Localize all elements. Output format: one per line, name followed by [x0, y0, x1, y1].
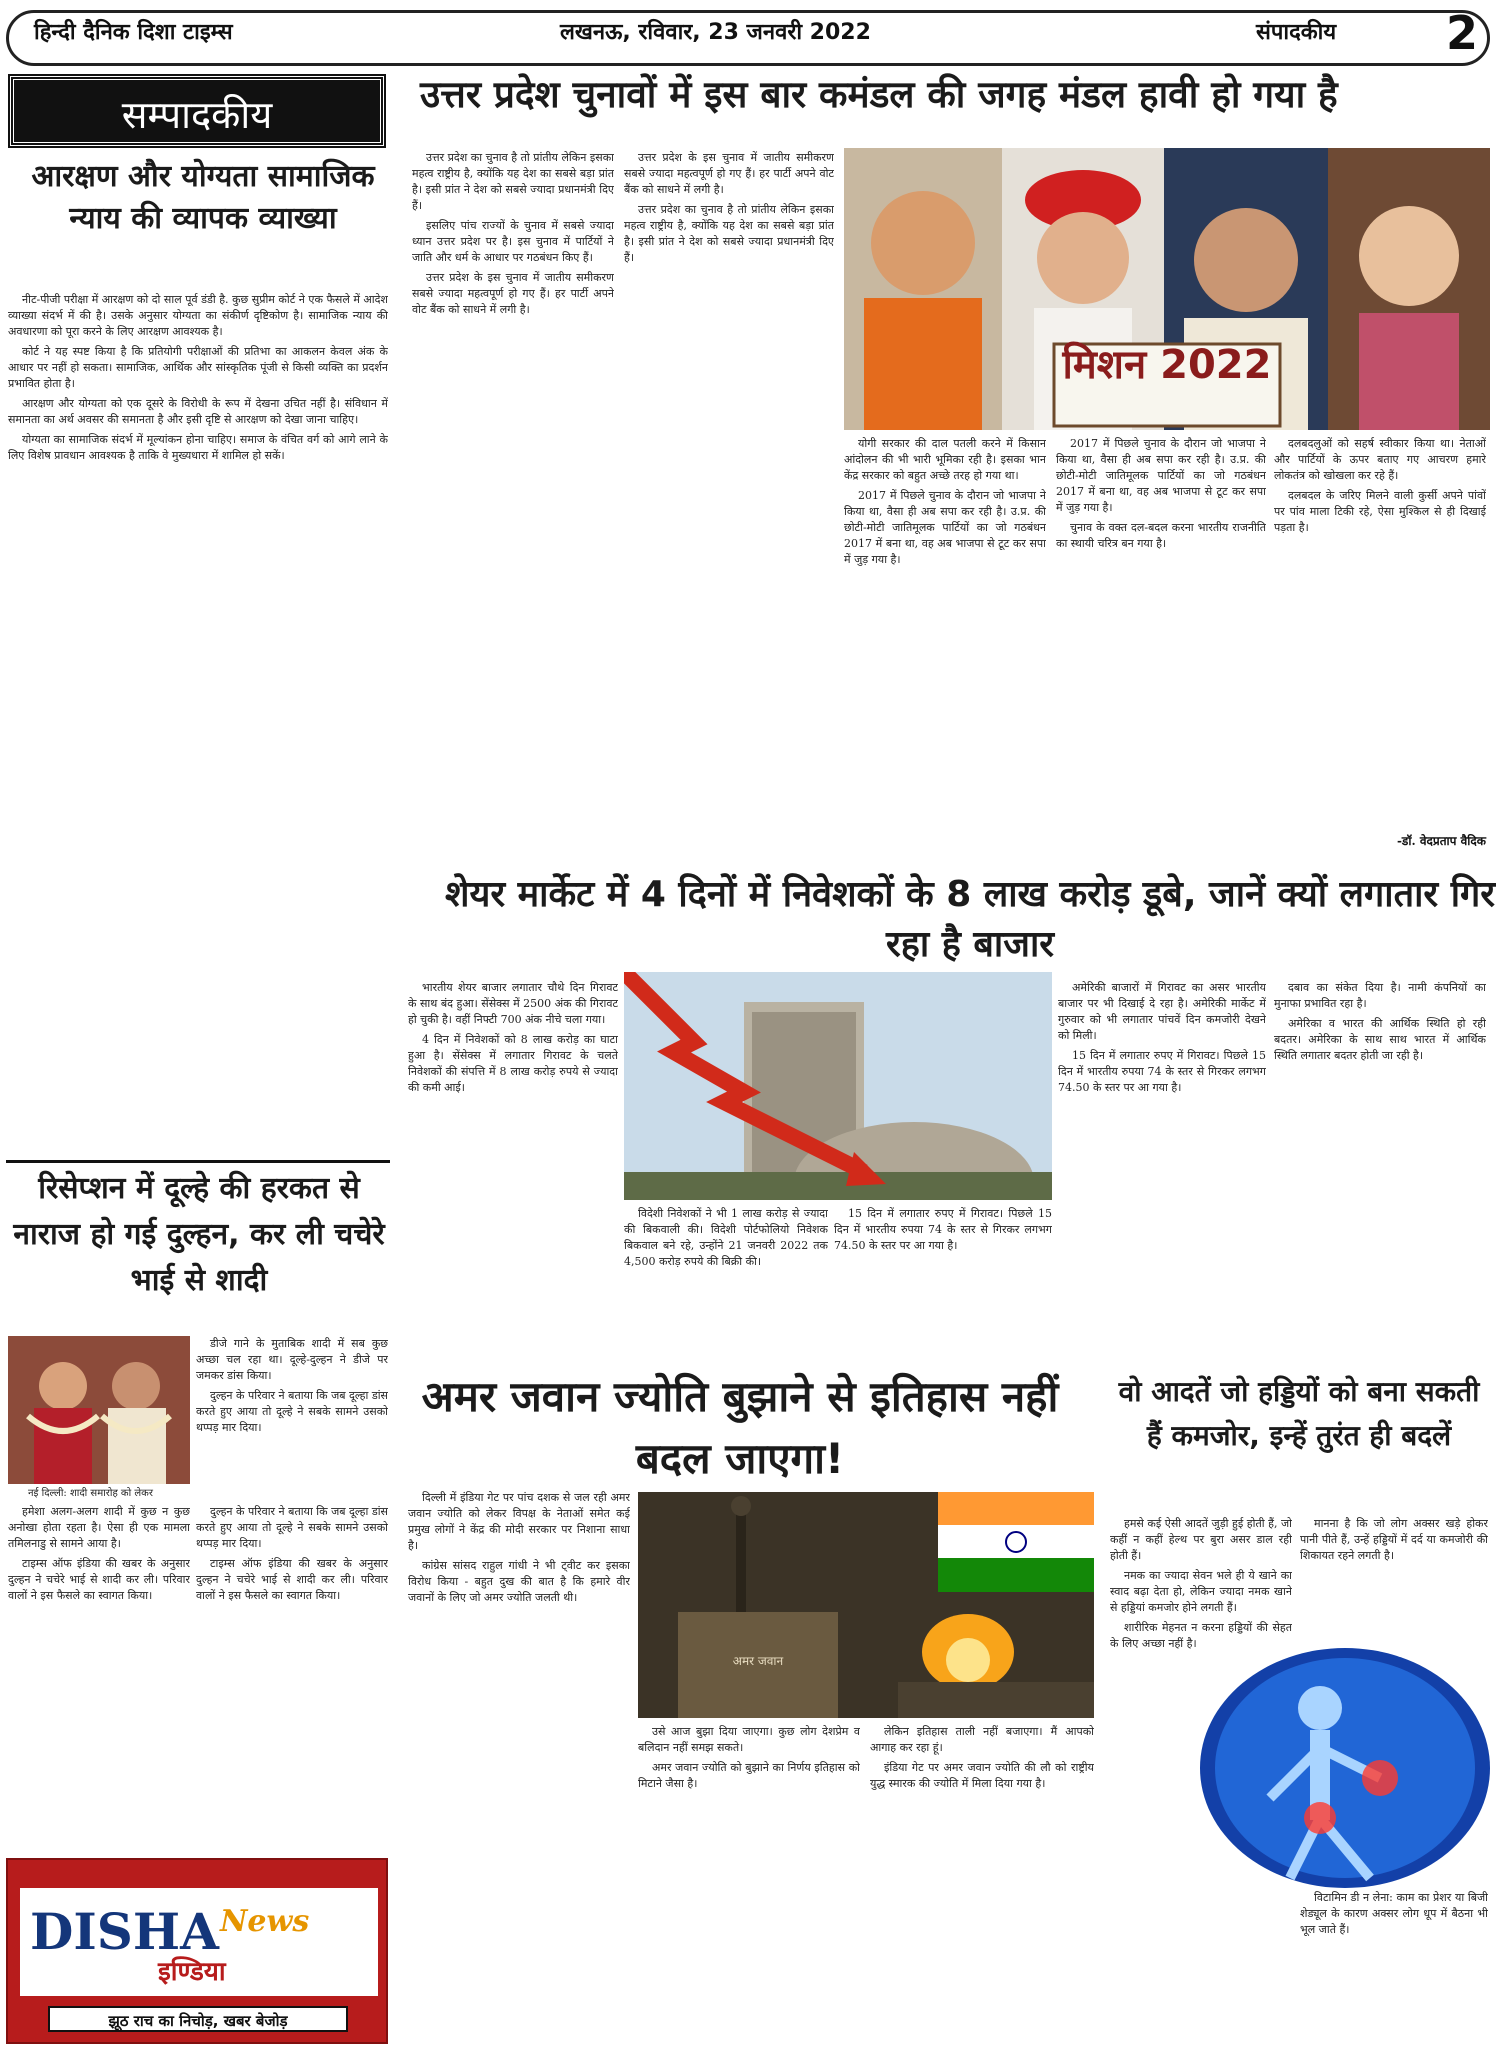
- bride-para: हमेशा अलग-अलग शादी में कुछ न कुछ अनोखा होता रहता है। ऐसा ही एक मामला तमिलनाडु से सामने आया है।: [8, 1505, 190, 1550]
- market-body-middle: [624, 1206, 828, 1350]
- disha-news-logo: [6, 1858, 388, 2044]
- page-number: 2: [1445, 6, 1478, 60]
- election-body-right-a: [844, 436, 1046, 850]
- mission-2022-caption: मिशन 2022: [1062, 342, 1272, 388]
- reservation-para: योग्यता का सामाजिक संदर्भ में मूल्यांकन होना चाहिए। समाज के वंचित वर्ग को आगे लाने के लिए विशेष प्रावधान आवश्यक है ताकि वे मुख्यधारा में शामिल हो सकें।: [8, 433, 388, 462]
- market-para: 15 दिन में लगातार रुपए में गिरावट। पिछले 15 दिन में भारतीय रुपया 74 के स्तर से गिरकर लगभग 74.50 के स्तर पर आ गया है।: [834, 1207, 1052, 1252]
- bones-para: नमक का ज्यादा सेवन भले ही ये खाने का स्वाद बढ़ा देता हो, लेकिन ज्यादा नमक खाने से हड्डियां कमजोर होने लगती हैं।: [1110, 1569, 1292, 1614]
- reservation-headline: आरक्षण और योग्यता सामाजिक न्याय की व्यापक व्याख्या: [31, 159, 375, 236]
- election-para: उत्तर प्रदेश के इस चुनाव में जातीय समीकरण सबसे ज्यादा महत्वपूर्ण हो गए हैं। हर पार्टी अपने वोट बैंक को साधने में लगी है।: [412, 271, 614, 316]
- election-photo: [844, 148, 1490, 430]
- election-para: दलबदल के जरिए मिलने वाली कुर्सी अपने पांवों पर पांव माला टिकी रहे, ऐसा मुश्किल से ही दिखाई पड़ता है।: [1274, 489, 1486, 534]
- bones-headline: वो आदतें जो हड्डियों को बना सकती हैं कमजोर, इन्हें तुरंत ही बदलें: [1118, 1375, 1480, 1452]
- bride-body-right: [196, 1336, 388, 1486]
- bride-para: दुल्हन के परिवार ने बताया कि जब दूल्हा डांस करते हुए आया तो दूल्हे ने सबके सामने उसको थप्पड़ मार दिया।: [196, 1389, 388, 1434]
- stock-exchange-crash-image: [624, 972, 1052, 1200]
- bride-body-bottom-right: [196, 1504, 388, 1850]
- election-para: उत्तर प्रदेश के इस चुनाव में जातीय समीकरण सबसे ज्यादा महत्वपूर्ण हो गए हैं। हर पार्टी अपने वोट बैंक को साधने में लगी है।: [624, 151, 834, 196]
- editorial-label: सम्पादकीय: [10, 76, 384, 146]
- bones-body-right-b: [1300, 1890, 1488, 2040]
- market-body-right: [1058, 980, 1266, 1350]
- amar-jawan-para: लेकिन इतिहास ताली नहीं बजाएगा। मैं आपको आगाह कर रहा हूं।: [870, 1725, 1094, 1754]
- election-para: इसलिए पांच राज्यों के चुनाव में सबसे ज्यादा ध्यान उत्तर प्रदेश पर है। इस चुनाव में पार्टियों ने जाति और धर्म के आधार पर गठबंधन किए हैं।: [412, 219, 614, 264]
- amar-jawan-para: इंडिया गेट पर अमर जवान ज्योति की लौ को राष्ट्रीय युद्ध स्मारक की ज्योति में मिला दिया गया है।: [870, 1761, 1094, 1790]
- election-para: 2017 में पिछले चुनाव के दौरान जो भाजपा ने किया था, वैसा ही अब सपा कर रही है। उ.प्र. की छोटी-मोटी जातिमूलक पार्टियों का जो गठबंधन 2017 में बना था, वह अब भाजपा से टूट कर सपा में जुड़ गया है।: [1056, 437, 1266, 514]
- amar-jawan-photo: [638, 1492, 1094, 1718]
- dateline: लखनऊ, रविवार, 23 जनवरी 2022: [560, 20, 871, 45]
- election-para: योगी सरकार की दाल पतली करने में किसान आंदोलन की भी भारी भूमिका रही है। इसका भान केंद्र सरकार को बहुत अच्छे तरह हो गया था।: [844, 437, 1046, 482]
- bones-para: मानना है कि जो लोग अक्सर खड़े होकर पानी पीते हैं, उन्हें हड्डियों में दर्द या कमजोरी की शिकायत रहने लगती है।: [1300, 1517, 1488, 1562]
- election-para: चुनाव के वक्त दल-बदल करना भारतीय राजनीति का स्थायी चरित्र बन गया है।: [1056, 521, 1266, 550]
- election-para: 2017 में पिछले चुनाव के दौरान जो भाजपा ने किया था, वैसा ही अब सपा कर रही है। उ.प्र. की छोटी-मोटी जातिमूलक पार्टियों का जो गठबंधन 2017 में बना था, वह अब भाजपा से टूट कर सपा में जुड़ गया है।: [844, 489, 1046, 566]
- logo-india-text: इण्डिया: [158, 1957, 226, 1987]
- amar-jawan-body-left: [408, 1490, 630, 2040]
- election-byline: -डॉ. वेदप्रताप वैदिक: [1396, 834, 1486, 848]
- wedding-photo: [8, 1336, 190, 1484]
- market-para: अमेरिका व भारत की आर्थिक स्थिति हो रही बदतर। अमेरिका के साथ साथ भारत में आर्थिक स्थिति लगातार बदतर होती जा रही है।: [1274, 1017, 1486, 1062]
- amar-jawan-inscription: अमर जवान: [732, 1654, 784, 1668]
- market-para: 4 दिन में निवेशकों को 8 लाख करोड़ का घाटा हुआ है। सेंसेक्स में लगातार गिरावट के चलते निवेशकों की संपत्ति में 8 लाख करोड़ रुपये से ज्यादा की कमी आई।: [408, 1033, 618, 1094]
- bride-para: टाइम्स ऑफ इंडिया की खबर के अनुसार दुल्हन ने चचेरे भाई से शादी कर ली। परिवार वालों ने इस फैसले का स्वागत किया।: [196, 1557, 388, 1602]
- logo-disha-text: DISHA: [30, 1902, 219, 1961]
- election-body-middle: [624, 150, 834, 850]
- logo-news-text: News: [220, 1904, 310, 1939]
- election-para: उत्तर प्रदेश का चुनाव है तो प्रांतीय लेकिन इसका महत्व राष्ट्रीय है, क्योंकि यह देश का सबसे बड़ा प्रांत है। इसी प्रांत ने देश को सबसे ज्यादा प्रधानमंत्री दिए हैं।: [624, 203, 834, 264]
- section-divider: [6, 1160, 390, 1163]
- market-para: विदेशी निवेशकों ने भी 1 लाख करोड़ से ज्यादा की बिकवाली की। विदेशी पोर्टफोलियो निवेशक बिकवाल बने रहे, उन्होंने 21 जनवरी 2022 तक 4,500 करोड़ रुपये की बिक्री की।: [624, 1207, 828, 1268]
- paper-name: हिन्दी दैनिक दिशा टाइम्स: [34, 20, 233, 45]
- bones-para: हमसे कई ऐसी आदतें जुड़ी हुई होती हैं, जो कहीं न कहीं हेल्थ पर बुरा असर डाल रही होती हैं।: [1110, 1517, 1292, 1562]
- bride-para: दुल्हन के परिवार ने बताया कि जब दूल्हा डांस करते हुए आया तो दूल्हे ने सबके सामने उसको थप्पड़ मार दिया।: [196, 1505, 388, 1550]
- bride-headline: रिसेप्शन में दूल्हे की हरकत से नाराज हो गई दुल्हन, कर ली चचेरे भाई से शादी: [13, 1171, 385, 1298]
- wedding-couple-image: [8, 1336, 190, 1484]
- section-name: संपादकीय: [1256, 20, 1337, 45]
- reservation-para: कोर्ट ने यह स्पष्ट किया है कि प्रतियोगी परीक्षाओं की प्रतिभा का आकलन केवल अंक के आधार पर नहीं हो सकता। सामाजिक, आर्थिक और सांस्कृतिक पूंजी से किसी व्यक्ति का प्रदर्शन प्रभावित होता है।: [8, 345, 388, 390]
- market-body-middle-b: [834, 1206, 1052, 1350]
- reservation-para: आरक्षण और योग्यता को एक दूसरे के विरोधी के रूप में देखना उचित नहीं है। संविधान में समानता का अर्थ अवसर की समानता है और इसी दृष्टि से आरक्षण को देखा जाना चाहिए।: [8, 397, 388, 426]
- bride-para: डीजे गाने के मुताबिक शादी में सब कुछ अच्छा चल रहा था। दूल्हे-दुल्हन ने डीजे पर जमकर डांस किया।: [196, 1337, 388, 1382]
- election-body-left: [412, 150, 614, 850]
- election-para: उत्तर प्रदेश का चुनाव है तो प्रांतीय लेकिन इसका महत्व राष्ट्रीय है, क्योंकि यह देश का सबसे बड़ा प्रांत है। इसी प्रांत ने देश को सबसे ज्यादा प्रधानमंत्री दिए हैं।: [412, 151, 614, 212]
- amar-jawan-para: अमर जवान ज्योति को बुझाने का निर्णय इतिहास को मिटाने जैसा है।: [638, 1761, 860, 1790]
- amar-jawan-para: दिल्ली में इंडिया गेट पर पांच दशक से जल रही अमर जवान ज्योति को लेकर विपक्ष के नेताओं समेत कई प्रमुख लोगों ने केंद्र की मोदी सरकार पर निशाना साधा है।: [408, 1491, 630, 1552]
- reservation-para: नीट-पीजी परीक्षा में आरक्षण को दो साल पूर्व डंडी है. कुछ सुप्रीम कोर्ट ने एक फैसले में आदेश व्याख्या संदर्भ में की है। उसके अनुसार योग्यता का संकीर्ण दृष्टिकोण है। सामाजिक न्याय की अवधारणा को पूरा करने के लिए आरक्षण आवश्यक है।: [8, 293, 388, 338]
- election-body-far-right: [1274, 436, 1486, 826]
- market-para: 15 दिन में लगातार रुपए में गिरावट। पिछले 15 दिन में भारतीय रुपया 74 के स्तर से गिरकर लगभग 74.50 के स्तर पर आ गया है।: [1058, 1049, 1266, 1094]
- skeleton-pain-image: [1200, 1648, 1490, 1888]
- wedding-caption: नई दिल्ली: शादी समारोह को लेकर: [28, 1488, 153, 1499]
- bones-photo: [1200, 1648, 1490, 1888]
- election-para: दलबदलुओं को सहर्ष स्वीकार किया था। नेताओं और पार्टियों के ऊपर बताए गए आचरण हमारे लोकतंत्र को खोखला कर रहे हैं।: [1274, 437, 1486, 482]
- bones-body-right: [1300, 1516, 1488, 1646]
- bones-para: विटामिन डी न लेना: काम का प्रेशर या बिजी शेड्यूल के कारण अक्सर लोग धूप में बैठना भी भूल जाते हैं।: [1300, 1891, 1488, 1936]
- election-body-right-b: [1056, 436, 1266, 850]
- eternal-flame-image: [638, 1492, 1094, 1718]
- market-body-far-right: [1274, 980, 1486, 1350]
- market-para: दबाव का संकेत दिया है। नामी कंपनियों का मुनाफा प्रभावित रहा है।: [1274, 981, 1486, 1010]
- bride-para: टाइम्स ऑफ इंडिया की खबर के अनुसार दुल्हन ने चचेरे भाई से शादी कर ली। परिवार वालों ने इस फैसले का स्वागत किया।: [8, 1557, 190, 1602]
- market-photo: [624, 972, 1052, 1200]
- market-para: भारतीय शेयर बाजार लगातार चौथे दिन गिरावट के साथ बंद हुआ। सेंसेक्स में 2500 अंक की गिरावट हो चुकी है। वहीं निफ्टी 700 अंक नीचे चला गया।: [408, 981, 618, 1026]
- reservation-body: [8, 292, 388, 1160]
- amar-jawan-body-right: [870, 1724, 1094, 2040]
- election-headline: उत्तर प्रदेश चुनावों में इस बार कमंडल की जगह मंडल हावी हो गया है: [420, 73, 1338, 116]
- amar-jawan-para: कांग्रेस सांसद राहुल गांधी ने भी ट्वीट कर इसका विरोध किया - बहुत दुख की बात है कि हमारे वीर जवानों के लिए जो अमर ज्योति जलती थी।: [408, 1559, 630, 1604]
- amar-jawan-headline: अमर जवान ज्योति बुझाने से इतिहास नहीं बदल जाएगा!: [421, 1372, 1059, 1483]
- bones-para: शारीरिक मेहनत न करना हड्डियों की सेहत के लिए अच्छा नहीं है।: [1110, 1621, 1292, 1650]
- market-para: अमेरिकी बाजारों में गिरावट का असर भारतीय बाजार पर भी दिखाई दे रहा है। अमेरिकी मार्केट में गुरुवार को भी लगातार पांचवें दिन कमजोरी देखने को मिली।: [1058, 981, 1266, 1042]
- market-body-left: [408, 980, 618, 1350]
- market-headline: शेयर मार्केट में 4 दिनों में निवेशकों के 8 लाख करोड़ डूबे, जानें क्यों लगातार गिर रहा है बाजार: [444, 874, 1496, 965]
- logo-tagline: झूठ राच का निचोड़, खबर बेजोड़: [48, 2006, 348, 2032]
- bride-body-bottom-left: [8, 1504, 190, 1850]
- amar-jawan-body-middle: [638, 1724, 860, 2040]
- amar-jawan-para: उसे आज बुझा दिया जाएगा। कुछ लोग देशप्रेम व बलिदान नहीं समझ सकते।: [638, 1725, 860, 1754]
